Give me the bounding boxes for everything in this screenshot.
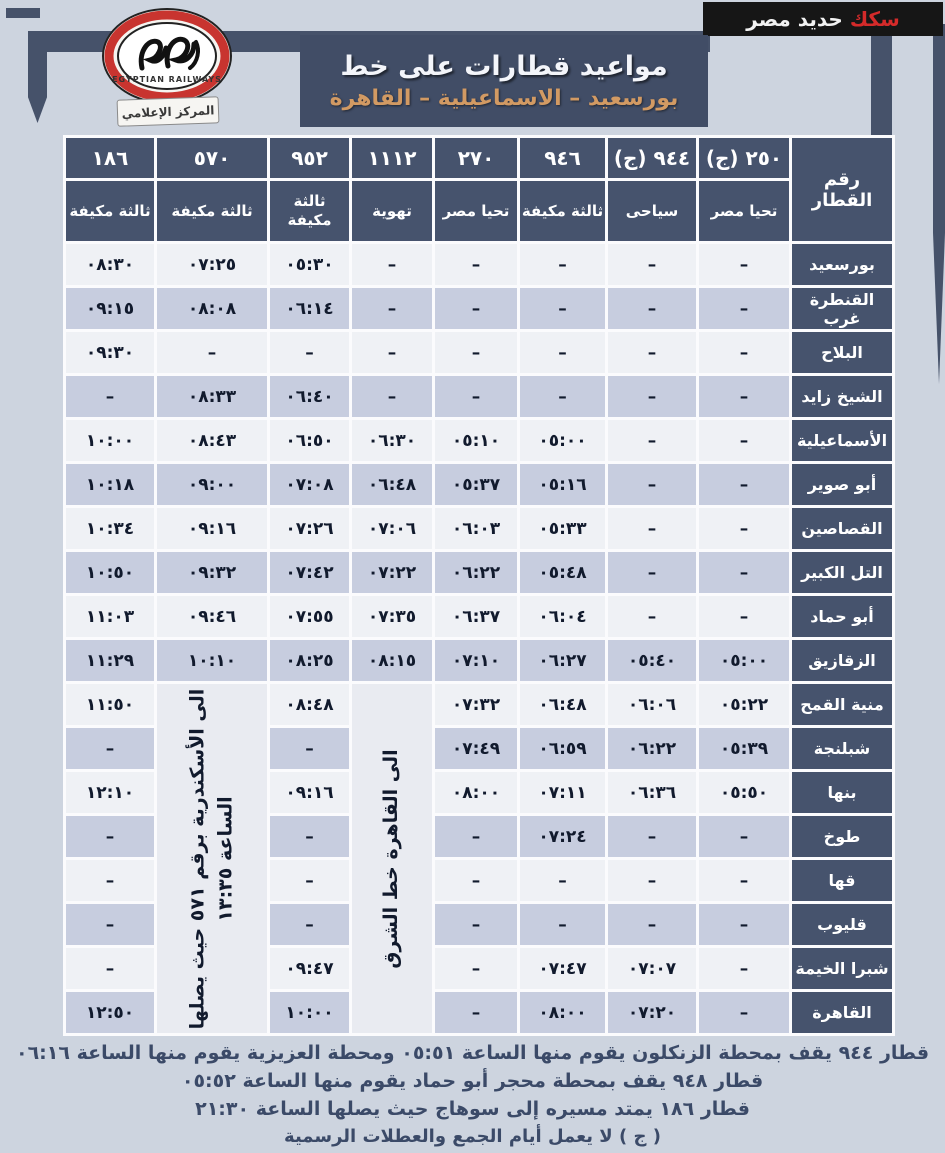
time-cell: ٠٥:٢٢ [699,684,789,725]
page-subtitle-route: بورسعيد – الاسماعيلية – القاهرة [329,86,679,111]
table-row [66,244,892,285]
time-cell: ٠٧:٤٧ [520,948,605,989]
time-cell: ٠٦:٢٢ [435,552,517,593]
time-cell: ١١:٥٠ [66,684,154,725]
station-cell: أبو حماد [792,596,892,637]
time-cell: – [608,508,696,549]
brand-banner-white-text: حديد مصر [746,7,843,31]
time-cell: ٠٦:٢٧ [520,640,605,681]
merged-route-note-text: الى القاهرة خط الشرق [380,748,403,969]
time-cell: – [352,376,432,417]
time-cell: – [435,948,517,989]
frame-left-stroke [28,31,47,123]
time-cell: – [520,244,605,285]
time-cell: ١٠:٣٤ [66,508,154,549]
time-cell: – [699,816,789,857]
frame-corner-dash [6,8,40,18]
time-cell: – [608,860,696,901]
timetable-body [66,244,892,1033]
station-cell: القنطرة غرب [792,288,892,329]
header-row-train-classes [66,181,892,241]
time-cell: – [699,992,789,1033]
time-cell: ٠٦:٢٢ [608,728,696,769]
time-cell: ٠٥:١٦ [520,464,605,505]
table-row [66,508,892,549]
time-cell: – [270,904,349,945]
time-cell: – [699,508,789,549]
merged-route-note [352,684,432,1033]
time-cell: ٠٦:٣٦ [608,772,696,813]
time-cell: – [66,948,154,989]
time-cell: ٠٧:٠٦ [352,508,432,549]
time-cell: – [608,420,696,461]
station-cell: أبو صوير [792,464,892,505]
train-class-header: ثالثة مكيفة [520,181,605,241]
time-cell: ٠٥:٣٧ [435,464,517,505]
table-row [66,552,892,593]
time-cell: – [520,860,605,901]
time-cell: ١٢:١٠ [66,772,154,813]
train-number-header: ١١١٢ [352,138,432,178]
time-cell: ١٢:٥٠ [66,992,154,1033]
table-row [66,596,892,637]
time-cell: – [699,376,789,417]
time-cell: ٠٨:٠٨ [157,288,267,329]
time-cell: ٠٧:٥٥ [270,596,349,637]
time-cell: ٠٧:٢٢ [352,552,432,593]
time-cell: ٠٦:٤٨ [520,684,605,725]
time-cell: ٠٧:٤٢ [270,552,349,593]
station-cell: الأسماعيلية [792,420,892,461]
time-cell: – [66,860,154,901]
footnote-geem-symbol: ( ج ) لا يعمل أيام الجمع والعطلات الرسمية [284,1126,661,1147]
train-class-header: ثالثة مكيفة [270,181,349,241]
time-cell: ٠٨:١٥ [352,640,432,681]
time-cell: ٠٥:٣٩ [699,728,789,769]
station-cell: بورسعيد [792,244,892,285]
station-cell: قها [792,860,892,901]
footnote-train-944: قطار ٩٤٤ يقف بمحطة الزنكلون يقوم منها الساعة ٠٥:٥١ ومحطة العزيزية يقوم منها الساعة ٠٦:١٦ [15,1042,930,1064]
train-number-header: ٢٥٠ (ج) [699,138,789,178]
time-cell: – [66,376,154,417]
time-cell: ٠٨:٢٥ [270,640,349,681]
time-cell: – [270,860,349,901]
time-cell: ٠٦:٣٠ [352,420,432,461]
time-cell: ١٠:١٠ [157,640,267,681]
time-cell: – [608,244,696,285]
table-row [66,332,892,373]
time-cell: – [699,596,789,637]
time-cell: ٠٥:٠٠ [699,640,789,681]
table-row [66,640,892,681]
time-cell: ٠٨:٠٠ [520,992,605,1033]
time-cell: – [699,948,789,989]
time-cell: – [66,816,154,857]
train-class-header: سياحى [608,181,696,241]
time-cell: – [270,816,349,857]
station-cell: الشيخ زايد [792,376,892,417]
footnote-train-186: قطار ١٨٦ يمتد مسيره إلى سوهاج حيث يصلها الساعة ٢١:٣٠ [195,1098,750,1120]
time-cell: ٠٥:٠٠ [520,420,605,461]
station-cell: منية القمح [792,684,892,725]
time-cell: ١٠:٠٠ [66,420,154,461]
time-cell: – [699,464,789,505]
train-class-header: ثالثة مكيفة [66,181,154,241]
railways-logo-en-text: EGYPTIAN RAILWAYS [112,75,222,84]
time-cell: – [699,332,789,373]
time-cell: ٠٧:٣٢ [435,684,517,725]
time-cell: ٠٥:٣٣ [520,508,605,549]
time-cell: – [520,332,605,373]
time-cell: – [157,332,267,373]
time-cell: ٠٧:١٠ [435,640,517,681]
time-cell: – [520,904,605,945]
time-cell: ٠٥:٥٠ [699,772,789,813]
time-cell: – [608,596,696,637]
time-cell: ٠٥:١٠ [435,420,517,461]
time-cell: – [435,244,517,285]
time-cell: – [608,816,696,857]
table-row [66,420,892,461]
time-cell: – [608,552,696,593]
time-cell: ١٠:٠٠ [270,992,349,1033]
time-cell: – [608,288,696,329]
time-cell: ١٠:١٨ [66,464,154,505]
train-class-header: تحيا مصر [699,181,789,241]
time-cell: – [520,376,605,417]
train-number-header: ١٨٦ [66,138,154,178]
time-cell: ٠٩:٣٢ [157,552,267,593]
time-cell: ٠٨:٣٠ [66,244,154,285]
timetable-header [66,138,892,241]
time-cell: ١١:٢٩ [66,640,154,681]
time-cell: ١١:٠٣ [66,596,154,637]
title-box [300,35,708,127]
train-number-header: ٩٤٤ (ج) [608,138,696,178]
time-cell: – [435,816,517,857]
train-number-header: ٩٥٢ [270,138,349,178]
railways-logo [100,6,234,128]
frame-right-edge-stroke [933,24,945,384]
time-cell: – [608,904,696,945]
time-cell: ٠٨:٠٠ [435,772,517,813]
time-cell: ٠٥:٣٠ [270,244,349,285]
time-cell: ٠٦:٤٠ [270,376,349,417]
time-cell: – [699,244,789,285]
merged-route-note-text: الى الأسكندرية برقم ٥٧١ حيث يصلها الساعة ١٣:٣٥ [186,688,236,1029]
time-cell: ٠٦:٥٩ [520,728,605,769]
brand-banner-red-text: سكك [849,7,900,31]
time-cell: – [699,904,789,945]
time-cell: ٠٩:١٦ [157,508,267,549]
time-cell: ٠٦:٠٦ [608,684,696,725]
time-cell: ٠٦:٣٧ [435,596,517,637]
time-cell: ٠٧:٤٩ [435,728,517,769]
time-cell: ٠٧:٠٧ [608,948,696,989]
time-cell: ٠٩:٣٠ [66,332,154,373]
time-cell: ٠٩:٤٧ [270,948,349,989]
train-class-header: تحيا مصر [435,181,517,241]
time-cell: – [66,904,154,945]
time-cell: ٠٩:٤٦ [157,596,267,637]
time-cell: – [699,860,789,901]
time-cell: – [435,904,517,945]
time-cell: ٠٩:١٥ [66,288,154,329]
station-cell: التل الكبير [792,552,892,593]
station-cell: الزقازيق [792,640,892,681]
footnote-train-948: قطار ٩٤٨ يقف بمحطة محجر أبو حماد يقوم منها الساعة ٠٥:٥٢ [181,1070,764,1092]
time-cell: ٠٥:٤٠ [608,640,696,681]
time-cell: ٠٧:٣٥ [352,596,432,637]
time-cell: – [699,288,789,329]
time-cell: – [435,288,517,329]
time-cell: – [66,728,154,769]
time-cell: ٠٦:٤٨ [352,464,432,505]
station-cell: القاهرة [792,992,892,1033]
train-timetable [63,135,895,1036]
time-cell: – [608,376,696,417]
time-cell: – [435,992,517,1033]
train-number-header: ٥٧٠ [157,138,267,178]
page-title: مواعيد قطارات على خط [340,51,668,82]
time-cell: – [352,288,432,329]
train-number-header: ٩٤٦ [520,138,605,178]
time-cell: ٠٦:٠٤ [520,596,605,637]
time-cell: ٠٧:٢٥ [157,244,267,285]
media-center-label: المركز الإعلامي [117,96,220,127]
time-cell: ٠٦:٥٠ [270,420,349,461]
time-cell: – [435,860,517,901]
table-row [66,288,892,329]
footnotes [0,1042,945,1153]
time-cell: – [270,728,349,769]
time-cell: – [699,420,789,461]
station-cell: بنها [792,772,892,813]
time-cell: ٠٧:٢٠ [608,992,696,1033]
time-cell: ٠٧:٢٦ [270,508,349,549]
station-cell: قليوب [792,904,892,945]
time-cell: – [435,376,517,417]
train-number-header: ٢٧٠ [435,138,517,178]
table-row [66,376,892,417]
time-cell: ٠٨:٤٣ [157,420,267,461]
corner-header-train-number: رقم القطار [792,138,892,241]
time-cell: – [608,332,696,373]
time-cell: ٠٨:٣٣ [157,376,267,417]
time-cell: – [352,332,432,373]
brand-banner [703,2,943,36]
railways-logo-emblem [100,6,234,106]
station-cell: القصاصين [792,508,892,549]
table-row [66,684,892,725]
train-class-header: ثالثة مكيفة [157,181,267,241]
time-cell: – [608,464,696,505]
time-cell: ٠٦:١٤ [270,288,349,329]
time-cell: – [435,332,517,373]
time-cell: ٠٧:٢٤ [520,816,605,857]
station-cell: شبلنجة [792,728,892,769]
time-cell: – [352,244,432,285]
station-cell: طوخ [792,816,892,857]
time-cell: ٠٩:٠٠ [157,464,267,505]
time-cell: ٠٩:١٦ [270,772,349,813]
train-class-header: تهوية [352,181,432,241]
merged-route-note [157,684,267,1033]
station-cell: البلاح [792,332,892,373]
time-cell: ٠٨:٤٨ [270,684,349,725]
table-row [66,464,892,505]
time-cell: ٠٥:٤٨ [520,552,605,593]
station-cell: شبرا الخيمة [792,948,892,989]
header-row-train-numbers [66,138,892,178]
time-cell: ٠٦:٠٣ [435,508,517,549]
time-cell: – [270,332,349,373]
time-cell: ١٠:٥٠ [66,552,154,593]
time-cell: ٠٧:٠٨ [270,464,349,505]
time-cell: ٠٧:١١ [520,772,605,813]
time-cell: – [520,288,605,329]
time-cell: – [699,552,789,593]
